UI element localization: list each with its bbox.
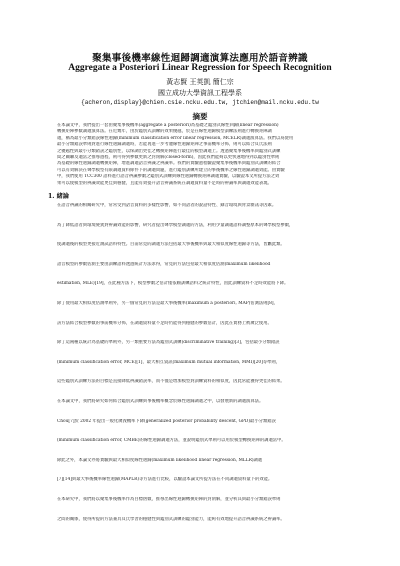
body-line: 在本研究中，我們將以聚集事後機率作為目標函數，推導出線性迴歸轉換矩陣的封閉解，並分析其與最小分類錯誤準則 (57, 497, 281, 502)
abstract-line: 果可以使模型的辨識效能更佳與穩健，且能有效提升語音辨識系統在調適資料量不足時的辨識率與調適效能表現。 (57, 180, 272, 186)
body-line: 除此之外，本論文亦將實驗與最大相似度線性迴歸(maximum likelihood linear regression, MLLR)調適 (57, 457, 263, 463)
body-line: Chou[7]於 2002 年提出一般化廣義機率下降(generalized posterior probability descent, GPD)最小分類錯誤 (57, 418, 276, 424)
body-line: 語音模型的參數估測主要由訓練語料透過統計方法求得，常見的方法包括最大相似度估測(maximum likelihood (57, 261, 271, 267)
body-line: estimation, MLE)[19]，在此種方法下，模型參數之估計僅依賴訓練語料之統計特性，因此訓練資料不足時效能將下降。 (57, 281, 289, 287)
body-line: 為了降低語者與環境變異對辨識效能的影響，研究者提出聲學模型調適的方法，利用少量調適語料調整原本的聲學模型參數， (57, 222, 294, 228)
email: {acheron,display}@chien.csie.ncku.edu.tw, jtchien@mail.ncku.edu.tw (81, 99, 319, 106)
body-line: 除了使用最大相似度估測準則外，另一個常見的方法是最大事後機率(maximum a posteriori, MAP)估測法則[8]， (57, 301, 278, 306)
authors: 黃志賢 王英凱 簡仁宗 (166, 78, 234, 86)
body-line: 之間的關係，使得所提的方法兼具貝氏學習的穩健性與鑑別式訓練的鑑別能力，能夠有效地提升語音辨識系統之辨識率。 (57, 516, 285, 522)
body-line: 該方法結合模型參數的事前機率分佈，在調適資料量不足時仍能得到穩健的參數估計，因此在實務上被廣泛使用。 (57, 320, 272, 326)
body-line: [7][14]與最大事後機率線性迴歸(MAPLR)等方法進行比較，以驗證本論文所提方法在不同調適資料量下的效能。 (57, 477, 273, 483)
body-line: (minimum classification error, CMBE)的線性迴歸調適方法，並說明鑑別式準則可以用於模型轉換矩陣的調適當中。 (57, 438, 286, 444)
body-line: 在本論文中，我們將研究如何結合鑑別式訓練與事後機率概念於線性迴歸調適之中，以發展新的調適演算法。 (57, 399, 264, 404)
abstract-line: 適，稱為最小分類錯誤線性迴歸(minimum classification error linear regression, MCELR)調適演算法。我們以爲使用 (57, 135, 294, 141)
abstract-heading: 摘要 (192, 112, 208, 121)
body-line: 這些鑑別式訓練方法的目標是直接降低辨識錯誤率，而不僅是增加模型對訓練資料的相似度，因此常能獲得更佳的結果。 (57, 379, 285, 385)
abstract-line: 可以有效解決在聲學模型有限調適資料條件下的調適問題，進行鑑別訓練所建立的事後機率之線性迴歸調適效能。由實驗 (57, 167, 285, 173)
section-1-heading: 1. 緒論 (48, 193, 69, 200)
abstract-line: 轉換矩陣參數調適演算法。在近幾年，由於鑑別式訓練的效果優越，於是在線性迴歸模型訓練法則進行轉換矩陣調 (57, 129, 272, 135)
abstract-line: 之優越性與最小分類錯誤之鑑別性，以保調出更佳之轉換矩陣進行最佳的模型調適上。透過聚集事後機率與鑑別式訓練 (57, 148, 281, 154)
abstract-line: 為基礎的線性迴歸調適轉換矩陣，增進調適語音辨識之辨識率。我們的實驗過程驗證聚集事後機率與鑑別式訓練的結合 (57, 161, 281, 167)
body-line: (minimum classification error, MCE)[1]、最大相互資訊(maximum mutual information, MMI)[20]等準則， (57, 359, 280, 365)
body-line: 除了這兩種以統計為基礎的準則外，另一類重要方法為鑑別式訓練(discriminative training)[3]，包括最小分類錯誤 (57, 340, 280, 346)
affiliation: 國立成功大學資訊工程學系 (158, 89, 242, 97)
abstract-line: 最小分類錯誤準則對進行線性迴歸調適時，若能再進一步考慮線性迴歸矩陣之事前機率分佈，則可以結合貝氏法則 (57, 142, 272, 148)
body-line: 使調適後的模型更接近測試語料特性。目前常見的調適方法包括最大事後機率與最大相似度線性迴歸等方法，皆屬此類。 (57, 242, 285, 248)
title-english: Aggregate a Posteriori Linear Regression for Speech Recognition (68, 63, 332, 73)
abstract-line: 在本論文中，我們提出一套由聚集事後機率(aggregate a posteriori)為基礎之鑑別式線性回歸(linear regression) (57, 123, 279, 128)
body-line: 在語音辨識的相關研究中，常常受到語音資料的多樣性影響，如不同語者的說話特性、錄音環境與背景雜訊等因素。 (57, 203, 277, 208)
title-chinese: 聚集事後機率線性迴歸調適演算法應用於語音辨識 (92, 53, 308, 64)
abstract-line: 間之關聯及適當之推導過程，則可得到參數更新之封閉解(closed-form)，因此我們能夠以更快速地得到以鑑別性準則 (57, 155, 280, 160)
abstract-line: 中，我們使用 TCC300 語料進行語音辨識參數之鑑別式訓練與線性迴歸轉換矩陣調適實驗，以驗證本文所提方法之效 (57, 174, 280, 180)
